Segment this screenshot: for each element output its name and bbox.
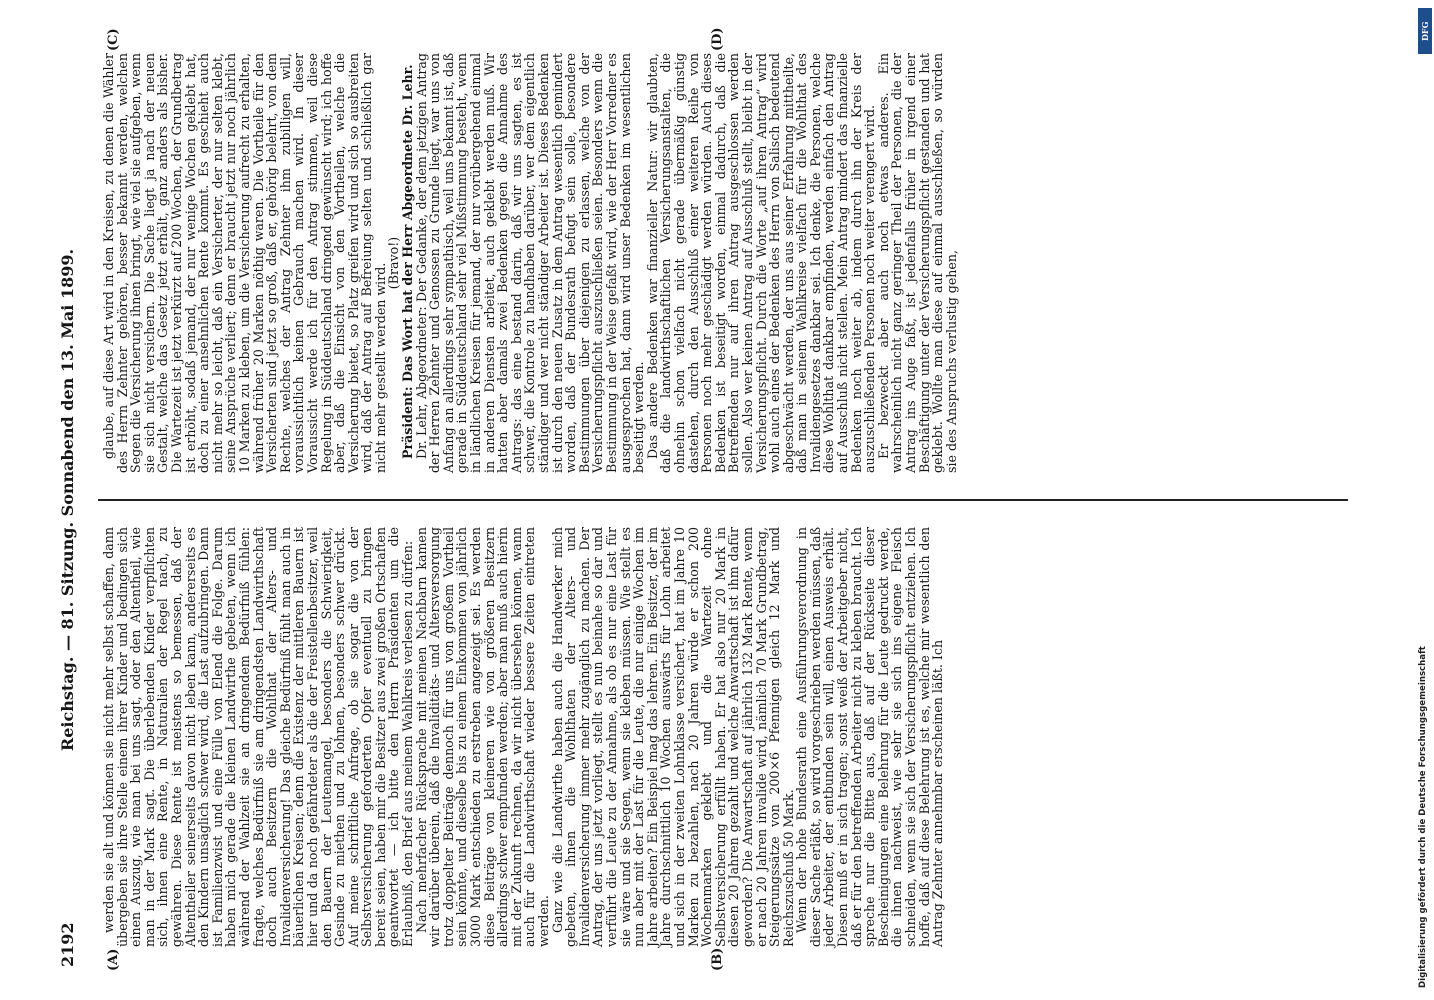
digitization-credit: Digitalisierung gefördert durch die Deutsche Forschungsgemeinschaft [1418,646,1428,988]
right-column [102,53,958,473]
paragraph: Er bezweckt aber auch noch etwas anderes. Ein wahrscheinlich nicht ganz geringer Theil der Personen, die der Antrag ins Auge faßt, ist jedenfalls früher in irgend einer Beschäftigung unter der Versicherungspflicht gestanden und hat geklebt. Wollte man diese auf einmal ausschließen, so würden sie des Anspruchs verlustig gehen, [875,53,959,473]
column-divider [98,499,1348,501]
left-column [102,527,945,947]
margin-marker-d: (D) [710,27,725,51]
paragraph: Dr. Lehr, Abgeordneter: Der Gedanke, der dem jetzigen Antrag der Herren Zehnter und Genossen zu Grunde liegt, war uns von Anfang an allerdings sehr sympathisch, weil uns bekannt ist, daß gerade in Süddeutschland sehr viel Mißstimmung besteht, wenn in ländlichen Kreisen für jemand, der nur vorübergehend einmal in anderen Diensten arbeitet, auch geklebt werden muß. Wir hatten aber damals zwei Bedenken gegen die Annahme des Antrags: das eine bestand darin, daß wir uns sagten, es ist schwer, die Kontrole zu handhaben darüber, wer dem eigentlich ständiger und wer nicht ständiger Arbeiter ist. Dieses Bedenken ist durch den neuen Zusatz in dem Antrag wesentlich gemindert worden, daß der Bundesrath befugt sein solle, besondere Bestimmungen über diejenigen zu erlassen, welche von der Versicherungspflicht auszuschließen seien. Besonders wenn die Bestimmung in der Weise gefaßt wird, wie der Herr Vorredner es ausgesprochen hat, dann wird unser Bedenken im wesentlichen beseitigt werden. [413,53,647,473]
paragraph: Ganz wie die Landwirthe haben auch die Handwerker mich gebeten, ihnen die Wohlthaten der Alters- und Invalidenversicherung immer mehr zugänglich zu machen. Der Antrag, der uns jetzt vorliegt, stellt es nun beinahe so dar und verführt die Leute zu der Annahme, als ob es nur eine Last für sie wäre und sie Segen, wenn sie kleben müssen. Wie stellt es nun aber mit der Last für die Leute, die nur einige Wochen im Jahre arbeiten? Ein Beispiel mag das lehren. Ein Besitzer, der im Jahre durchschnittlich 10 Wochen auswärts für Lohn arbeitet und sich in der zweiten Lohnklasse versichert, hat im Jahre 10 Marken zu bezahlen, nach 20 Jahren würde er schon 200 Wochenmarken geklebt und die Wartezeit ohne Selbstversicherung erfüllt haben. Er hat also nur 20 Mark in diesen 20 Jahren gezahlt und welche Anwartschaft ist ihm dafür geworden? Die Anwartschaft auf jährlich 132 Mark Rente, wenn er nach 20 Jahren invalide wird, nämlich 70 Mark Grundbetrag, Steigerungssätze von 200×6 Pfennigen gleich 12 Mark und Reichszuschuß 50 Mark. [549,527,796,947]
speaker-line: Präsident: Das Wort hat der Herr Abgeordnete Dr. Lehr. [400,64,416,459]
paragraph: werden sie alt und können sie nicht mehr selbst schaffen, dann übergeben sie ihre Stelle einem ihrer Kinder und bedingen sich einen Auszug, wie man bei uns sagt, oder den Altentheil, wie man in der Mark sagt. Die überlebenden Kinder verpflichten sich, ihnen eine Rente, in Naturalien der Regel nach, zu gewähren. Diese Rente ist meistens so bemessen, daß der Altentheiler seinerseits davon nicht leben kann, andererseits es den Kindern unsäglich schwer wird, die Last aufzubringen. Dann ist Familienzwist und eine Fülle von Elend die Folge. Darum haben mich gerade die kleinen Landwirthe gebeten, wenn ich während der Wahlzeit sie an dringendem Bedürfniß fühlen: fragte, welches Bedürfniß sie am dringendsten Landwirthschaft doch auch Besitzern die Wohlthat der Alters- und Invalidenversicherung! Das gleiche Bedürfniß fühlt man auch in bäuerlichen Kreisen; denn die Existenz der mittleren Bauern ist hier und da noch gefährdeter als die der Freistellenbesitzer, weil den Bauern der Leutemangel, besonders die Schwierigkeit, Gesinde zu miethen und zu lohnen, besonders schwer drückt. Auf meine schriftliche Anfrage, ob sie sogar die von der Selbstversicherung geforderten Opfer eventuell zu bringen bereit seien, haben mir die Besitzer aus zwei großen Ortschaften geantwortet — ich bitte den Herrn Präsidenten um die Erlaubniß, den Brief aus meinem Wahlkreis verlesen zu dürfen: [101,527,416,947]
paragraph: Nach mehrfacher Rücksprache mit meinen Nachbarn kamen wir darüber überein, daß die Invaliditäts- und Altersversorgung trotz doppelter Beiträge dennoch für uns von großem Vortheil sein könnte, und dieselbe bis zu einem Einkommen von jährlich 3000 Mark entschieden zu erstreben angezeigt sei. Es werden diese Beiträge von kleineren wie von größeren Besitzern allerdings schwer empfunden werden; aber man muß auch hierin mit der Zukunft rechnen, da wir nicht übersehen können, wann auch für die Landwirthschaft wieder bessere Zeiten eintreten werden. [413,527,551,947]
applause-note: (Bravo!) [386,236,402,290]
margin-marker-a: (A) [106,948,121,971]
paragraph: Das andere Bedenken war finanzieller Natur: wir glaubten, daß die landwirthschaftlichen Versicherungsanstalten, die ohnehin schon vielfach nicht gerade übermäßig günstig dastehen, durch den Ausschluß einer weiteren Reihe von Personen noch mehr geschädigt werden würden. Auch dieses Bedenken ist beseitigt worden, einmal dadurch, daß die Betreffenden nur auf ihren Antrag ausgeschlossen werden sollen. Also wer keinen Antrag auf Ausschluß stellt, bleibt in der Versicherungspflicht. Durch die Worte „auf ihren Antrag“ wird wohl auch eines der Bedenken des Herrn von Salisch bedeutend abgeschwächt werden, der uns aus seiner Erfahrung mittheilte, daß man in seinem Wahlkreise vielfach für die Wohlthat des Invalidengesetzes dankbar sei. Ich denke, die Personen, welche diese Wohlthat dankbar empfinden, werden einfach den Antrag auf Ausschluß nicht stellen. Mein Antrag mindert das finanzielle Bedenken noch weiter ab, indem durch ihn der Kreis der auszuschließenden Personen noch weiter verengert wird. [644,53,878,473]
page-number: 2192 [58,922,77,967]
rotated-sheet [50,25,1430,975]
margin-marker-b: (B) [710,947,725,971]
paragraph: glaube, auf diese Art wird in den Kreisen, zu denen die Wähler des Herrn Zehnter gehören, besser bekannt werden, welchen Segen die Versicherung ihnen bringt, wie viel sie aufgeben, wenn sie sich nicht versichern. Die Sache liegt ja nach der neuen Gestalt, welche das Gesetz jetzt erhält, ganz anders als bisher. Die Wartezeit ist jetzt verkürzt auf 200 Wochen, der Grundbetrag ist erhöht, sodaß jemand, der nur wenige Wochen geklebt hat, doch zu einer ansehnlichen Rente kommt. Es geschieht auch nicht mehr so leicht, daß ein Versicherter, der nur selten klebt, seine Ansprüche verliert; denn er braucht jetzt nur noch jährlich 10 Marken zu kleben, um die Versicherung aufrecht zu erhalten, während früher 20 Marken nöthig waren. Die Vortheile für den Versicherten sind jetzt so groß, daß er, gehörig belehrt, von dem Rechte, welches der Antrag Zehnter ihm zubilligen will, voraussichtlich keinen Gebrauch machen wird. In dieser Voraussicht werde ich für den Antrag stimmen, weil diese Regelung in Süddeutschland dringend gewünscht wird; ich hoffe aber, daß die Einsicht von den Vortheilen, welche die Versicherung bietet, so Platz greifen wird und sich so ausbreiten wird, daß der Antrag auf Befreiung selten und schließlich gar nicht mehr gestellt werden wird. [101,53,388,473]
page-title: Reichstag. — 81. Sitzung. Sonnabend den 13. Mai 1899. [58,248,77,752]
digitization-sidebar [1418,8,1432,993]
dfg-logo: DFG [1418,8,1432,54]
page-header [50,25,90,975]
margin-marker-c: (C) [106,28,121,51]
paragraph: Wenn der hohe Bundesrath eine Ausführungsverordnung in dieser Sache erläßt, so wird vorgeschrieben werden müssen, daß jeder Arbeiter, der entbunden sein will, einen Ausweis erhält. Diesen muß er in sich tragen; sonst weiß der Arbeitgeber nicht, daß er für den betreffenden Arbeiter nicht zu kleben braucht. Ich spreche nur die Bitte aus, daß auf der Rückseite dieser Bescheinigungen eine Belehrung für die Leute gedruckt werde, die ihnen nachweist, wie sehr sie sich ins eigene Fleisch schneiden, wenn sie sich der Versicherungspflicht entziehen. Ich hoffe, daß auf diese Belehrung ist es, welche mir wesentlich den Antrag Zehnter annehmbar erscheinen läßt. Ich [794,527,946,947]
